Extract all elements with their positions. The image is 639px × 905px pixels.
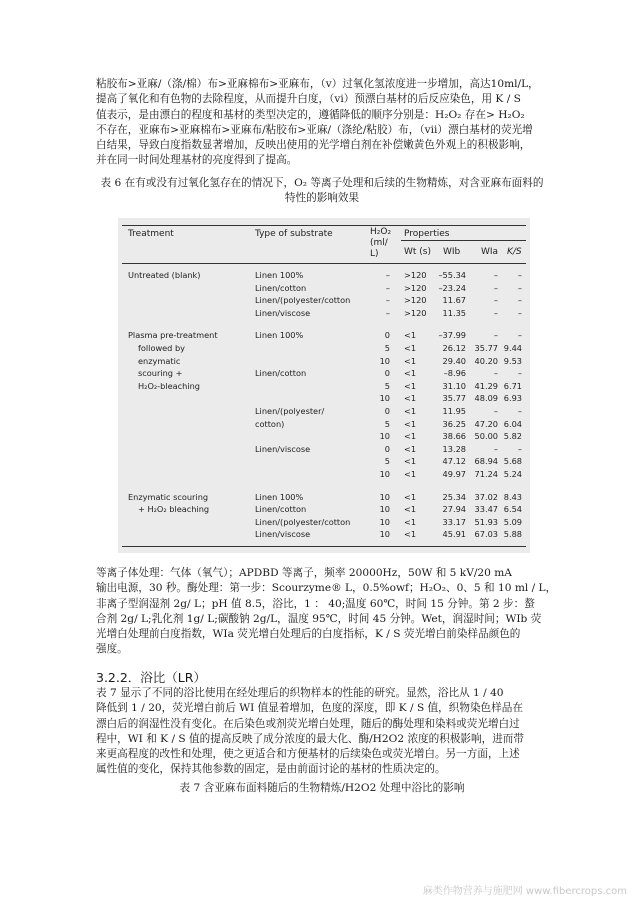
text-line: 等离子体处理：气体（氧气）；APDBD 等离子，频率 20000Hz，50W 和 5 kV/20 mA xyxy=(96,567,512,579)
cell-wia: 40.20 xyxy=(474,355,498,366)
cell-wia: 33.47 xyxy=(474,504,498,515)
cell-ks: – xyxy=(517,270,522,280)
text-line: 表 7 显示了不同的浴比使用在经处理后的织物样本的性能的研究。显然，浴比从 1 / 40 xyxy=(96,687,504,699)
substrate-label: Linen/(polyester/cotton xyxy=(255,295,351,306)
text-line: 输出电源，30 秒。酶处理：第一步：Scourzyme® L，0.5%owf；H₂O₂、0、5 和 10 ml / L， xyxy=(96,582,557,595)
cell-wia: 37.02 xyxy=(474,491,498,502)
cell-ks: – xyxy=(517,406,522,416)
cell-wib: 11.35 xyxy=(442,307,466,318)
text-line: 并在同一时间处理基材的亮度得到了提高。 xyxy=(96,154,298,167)
substrate-label: Linen/cotton xyxy=(255,282,307,293)
text-line: 白结果，导致白度指数显著增加，反映出使用的光学增白剂在补偿嫩黄色外观上的积极影响， xyxy=(96,139,531,152)
cell-h2o2: 5 xyxy=(384,418,390,429)
cell-h2o2: 10 xyxy=(379,529,390,540)
cell-wt: <1 xyxy=(404,330,417,341)
cell-ks: 9.53 xyxy=(503,355,522,366)
cell-h2o2: 10 xyxy=(379,431,390,442)
cell-wib: 33.17 xyxy=(442,516,466,527)
cell-h2o2: – xyxy=(385,270,390,280)
cell-wt: <1 xyxy=(404,393,417,404)
substrate-label: Linen 100% xyxy=(255,491,304,502)
text-line: 降低到 1 / 20，荧光增白前后 WI 值显着增加，色度的深度，即 K / S 值，织物染色样品在 xyxy=(96,702,523,715)
cell-wia: 71.24 xyxy=(474,469,498,479)
cell-ks: – xyxy=(517,330,522,341)
cell-wia: 35.77 xyxy=(474,343,498,353)
cell-wt: <1 xyxy=(404,443,417,454)
properties-rule xyxy=(401,240,526,241)
cell-ks: 6.71 xyxy=(503,380,522,391)
cell-h2o2: – xyxy=(385,307,390,318)
cell-wib: –23.24 xyxy=(438,282,466,293)
header-h2o2: H₂O₂ xyxy=(370,227,392,237)
cell-h2o2: 0 xyxy=(384,406,390,416)
cell-wt: >120 xyxy=(404,282,427,293)
text-line: 提高了氧化和有色物的去除程度，从而提升白度，（vi）预漂白基材的后反应染色，用 K / S xyxy=(96,93,521,106)
header-wt: Wt (s) xyxy=(404,247,431,257)
text-line: 漂白后的润湿性没有变化。在后染色或剂荧光增白处理，随后的酶处理和染料或荧光增白过 xyxy=(96,717,520,730)
cell-wib: 38.66 xyxy=(442,431,466,442)
text-line: 来更高程度的改性和处理，使之更适合和方便基材的后续染色或荧光增白。另一方面，上述 xyxy=(96,748,520,761)
cell-ks: 5.68 xyxy=(503,456,522,467)
site-watermark: 麻类作物营养与施肥网 www.fibercrops.com xyxy=(422,886,627,897)
intro-paragraph xyxy=(96,77,548,169)
cell-wt: <1 xyxy=(404,380,417,391)
cell-h2o2: 10 xyxy=(379,516,390,527)
text-line: 光增白处理前白度指数，WIa 荧光增白处理后的白度指标，K / S 荧光增白前染样品颜色的 xyxy=(96,628,521,641)
cell-wia: – xyxy=(493,295,498,306)
text-line: 属性值的变化，保持其他参数的固定，是由前面讨论的基材的性质决定的。 xyxy=(96,763,446,776)
treatment-label: Enzymatic scouring xyxy=(128,491,209,502)
table-top-rule xyxy=(122,225,526,226)
cell-h2o2: 0 xyxy=(384,443,390,454)
cell-wia: – xyxy=(493,368,498,379)
substrate-label: Linen/viscose xyxy=(255,443,311,454)
cell-wia: – xyxy=(493,330,498,341)
cell-wib: 11.67 xyxy=(442,295,466,306)
cell-ks: 9.44 xyxy=(503,343,522,353)
cell-wt: >120 xyxy=(404,270,427,280)
cell-h2o2: – xyxy=(385,295,390,306)
cell-ks: – xyxy=(517,443,522,454)
header-wib: WIb xyxy=(443,247,461,257)
substrate-label: Linen/cotton xyxy=(255,368,307,379)
cell-wib: 27.94 xyxy=(442,504,466,515)
header-h2o2-unit-a: (ml/ xyxy=(370,238,388,248)
cell-h2o2: 10 xyxy=(379,504,390,515)
cell-wia: 41.29 xyxy=(474,380,498,391)
cell-wt: >120 xyxy=(404,307,427,318)
cell-wib: –55.34 xyxy=(438,270,466,280)
header-substrate: Type of substrate xyxy=(255,229,333,239)
cell-wib: 36.25 xyxy=(442,418,466,429)
treatment-label: scouring + xyxy=(138,368,183,379)
cell-ks: 5.09 xyxy=(503,516,522,527)
substrate-label: Linen/viscose xyxy=(255,529,311,540)
table6-notes xyxy=(96,566,557,658)
cell-wia: 50.00 xyxy=(474,431,498,442)
cell-h2o2: 10 xyxy=(379,355,390,366)
substrate-label: Linen/(polyester/ xyxy=(255,406,325,416)
text-line: 不存在，亚麻布>亚麻棉布>亚麻布/粘胶布>亚麻/（涤纶/粘胶）布，（vii）漂白基材的荧光增 xyxy=(96,123,533,136)
cell-ks: 5.82 xyxy=(503,431,522,442)
cell-wib: 26.12 xyxy=(442,343,466,353)
cell-ks: – xyxy=(517,307,522,318)
cell-wia: – xyxy=(493,282,498,293)
text-line: 值表示，是由漂白的程度和基材的类型决定的，遵循降低的顺序分别是：H₂O₂ 存在> H₂O₂ xyxy=(96,108,525,121)
cell-wib: 25.34 xyxy=(442,491,466,502)
header-treatment: Treatment xyxy=(128,229,174,239)
substrate-label: cotton) xyxy=(255,418,285,429)
cell-wt: <1 xyxy=(404,491,417,502)
cell-wia: 48.09 xyxy=(474,393,498,404)
table6 xyxy=(118,218,530,553)
cell-wia: – xyxy=(493,270,498,280)
cell-h2o2: 10 xyxy=(379,469,390,479)
section-heading: 3.2.2．浴比（LR） xyxy=(96,670,206,685)
substrate-label: Linen 100% xyxy=(255,270,304,280)
substrate-label: Linen 100% xyxy=(255,330,304,341)
cell-wt: <1 xyxy=(404,504,417,515)
cell-wib: –8.96 xyxy=(443,368,466,379)
text-line: 布面料的特性的影响效果 xyxy=(284,177,544,204)
cell-wib: 49.97 xyxy=(442,469,466,479)
cell-ks: 6.54 xyxy=(503,504,522,515)
substrate-label: Linen/cotton xyxy=(255,504,307,515)
cell-wt: <1 xyxy=(404,529,417,540)
cell-ks: – xyxy=(517,368,522,379)
cell-wib: 11.95 xyxy=(442,406,466,416)
cell-h2o2: 5 xyxy=(384,343,390,353)
header-wia: WIa xyxy=(481,247,499,257)
cell-wt: <1 xyxy=(404,469,417,479)
cell-wib: –37.99 xyxy=(438,330,466,341)
table-header-rule xyxy=(122,263,526,264)
table7-caption: 表 7 含亚麻布面料随后的生物精炼/H2O2 处理中浴比的影响 xyxy=(179,782,465,794)
text-line: 表 6 在有或没有过氧化氢存在的情况下，O₂ 等离子处理和后续的生物精炼，对含亚麻 xyxy=(100,177,502,189)
cell-wt: <1 xyxy=(404,355,417,366)
header-ks: K/S xyxy=(507,247,522,257)
text-line: 合剂 2g/ L;乳化剂 1g/ L;碳酸钠 2g/L，温度 95℃，时间 45 分钟。Wet，润湿时间；WIb 荧 xyxy=(96,612,542,625)
cell-wib: 29.40 xyxy=(442,355,466,366)
cell-ks: – xyxy=(517,295,522,306)
cell-wt: >120 xyxy=(404,295,427,306)
cell-wia: – xyxy=(493,406,498,416)
cell-wia: – xyxy=(493,307,498,318)
treatment-label: Plasma pre-treatment xyxy=(128,330,218,341)
cell-ks: 8.43 xyxy=(503,491,522,502)
cell-h2o2: – xyxy=(385,282,390,293)
cell-wib: 31.10 xyxy=(442,380,466,391)
cell-wib: 13.28 xyxy=(442,443,466,454)
cell-h2o2: 0 xyxy=(384,330,390,341)
table-bottom-rule xyxy=(122,546,526,547)
cell-h2o2: 10 xyxy=(379,491,390,502)
cell-wia: 68.94 xyxy=(474,456,498,467)
cell-ks: 6.04 xyxy=(503,418,522,429)
cell-h2o2: 5 xyxy=(384,456,390,467)
text-line: 非离子型润湿剂 2g/ L；pH 值 8.5，浴比，1 ： 40;温度 60℃，时间 15 分钟。第 2 步：螯 xyxy=(96,597,535,610)
cell-ks: 5.88 xyxy=(503,529,522,540)
treatment-label: Untreated (blank) xyxy=(128,270,201,280)
cell-ks: – xyxy=(517,282,522,293)
cell-wt: <1 xyxy=(404,368,417,379)
treatment-label: H₂O₂-bleaching xyxy=(138,380,200,391)
cell-wia: 67.03 xyxy=(474,529,498,540)
substrate-label: Linen/viscose xyxy=(255,307,311,318)
header-h2o2-unit-b: L) xyxy=(370,249,379,259)
text-line: 强度。 xyxy=(96,643,128,656)
cell-ks: 5.24 xyxy=(503,469,522,479)
cell-wib: 47.12 xyxy=(442,456,466,467)
liquor-ratio-paragraph xyxy=(96,686,548,778)
cell-wib: 45.91 xyxy=(442,529,466,540)
cell-wt: <1 xyxy=(404,431,417,442)
cell-wt: <1 xyxy=(404,418,417,429)
cell-wia: 47.20 xyxy=(474,418,498,429)
table6-caption xyxy=(96,176,548,206)
cell-wt: <1 xyxy=(404,456,417,467)
substrate-label: Linen/(polyester/cotton xyxy=(255,516,351,527)
treatment-label: enzymatic xyxy=(138,355,181,366)
text-line: 程中，WI 和 K / S 值的提高反映了成分浓度的最大化、酶/H2O2 浓度的积极影响，进而带 xyxy=(96,732,524,745)
cell-wt: <1 xyxy=(404,516,417,527)
cell-ks: 6.93 xyxy=(503,393,522,404)
cell-wib: 35.77 xyxy=(442,393,466,404)
cell-h2o2: 10 xyxy=(379,393,390,404)
text-line: 粘胶布>亚麻/（涤/棉）布>亚麻棉布>亚麻布，（v）过氧化氢浓度进一步增加，高达10ml/L， xyxy=(96,78,539,90)
treatment-label: + H₂O₂ bleaching xyxy=(138,504,210,515)
header-properties: Properties xyxy=(404,229,450,239)
cell-wia: – xyxy=(493,443,498,454)
cell-wt: <1 xyxy=(404,343,417,353)
treatment-label: followed by xyxy=(138,343,186,353)
cell-h2o2: 0 xyxy=(384,368,390,379)
cell-wt: <1 xyxy=(404,406,417,416)
cell-h2o2: 5 xyxy=(384,380,390,391)
cell-wia: 51.93 xyxy=(474,516,498,527)
